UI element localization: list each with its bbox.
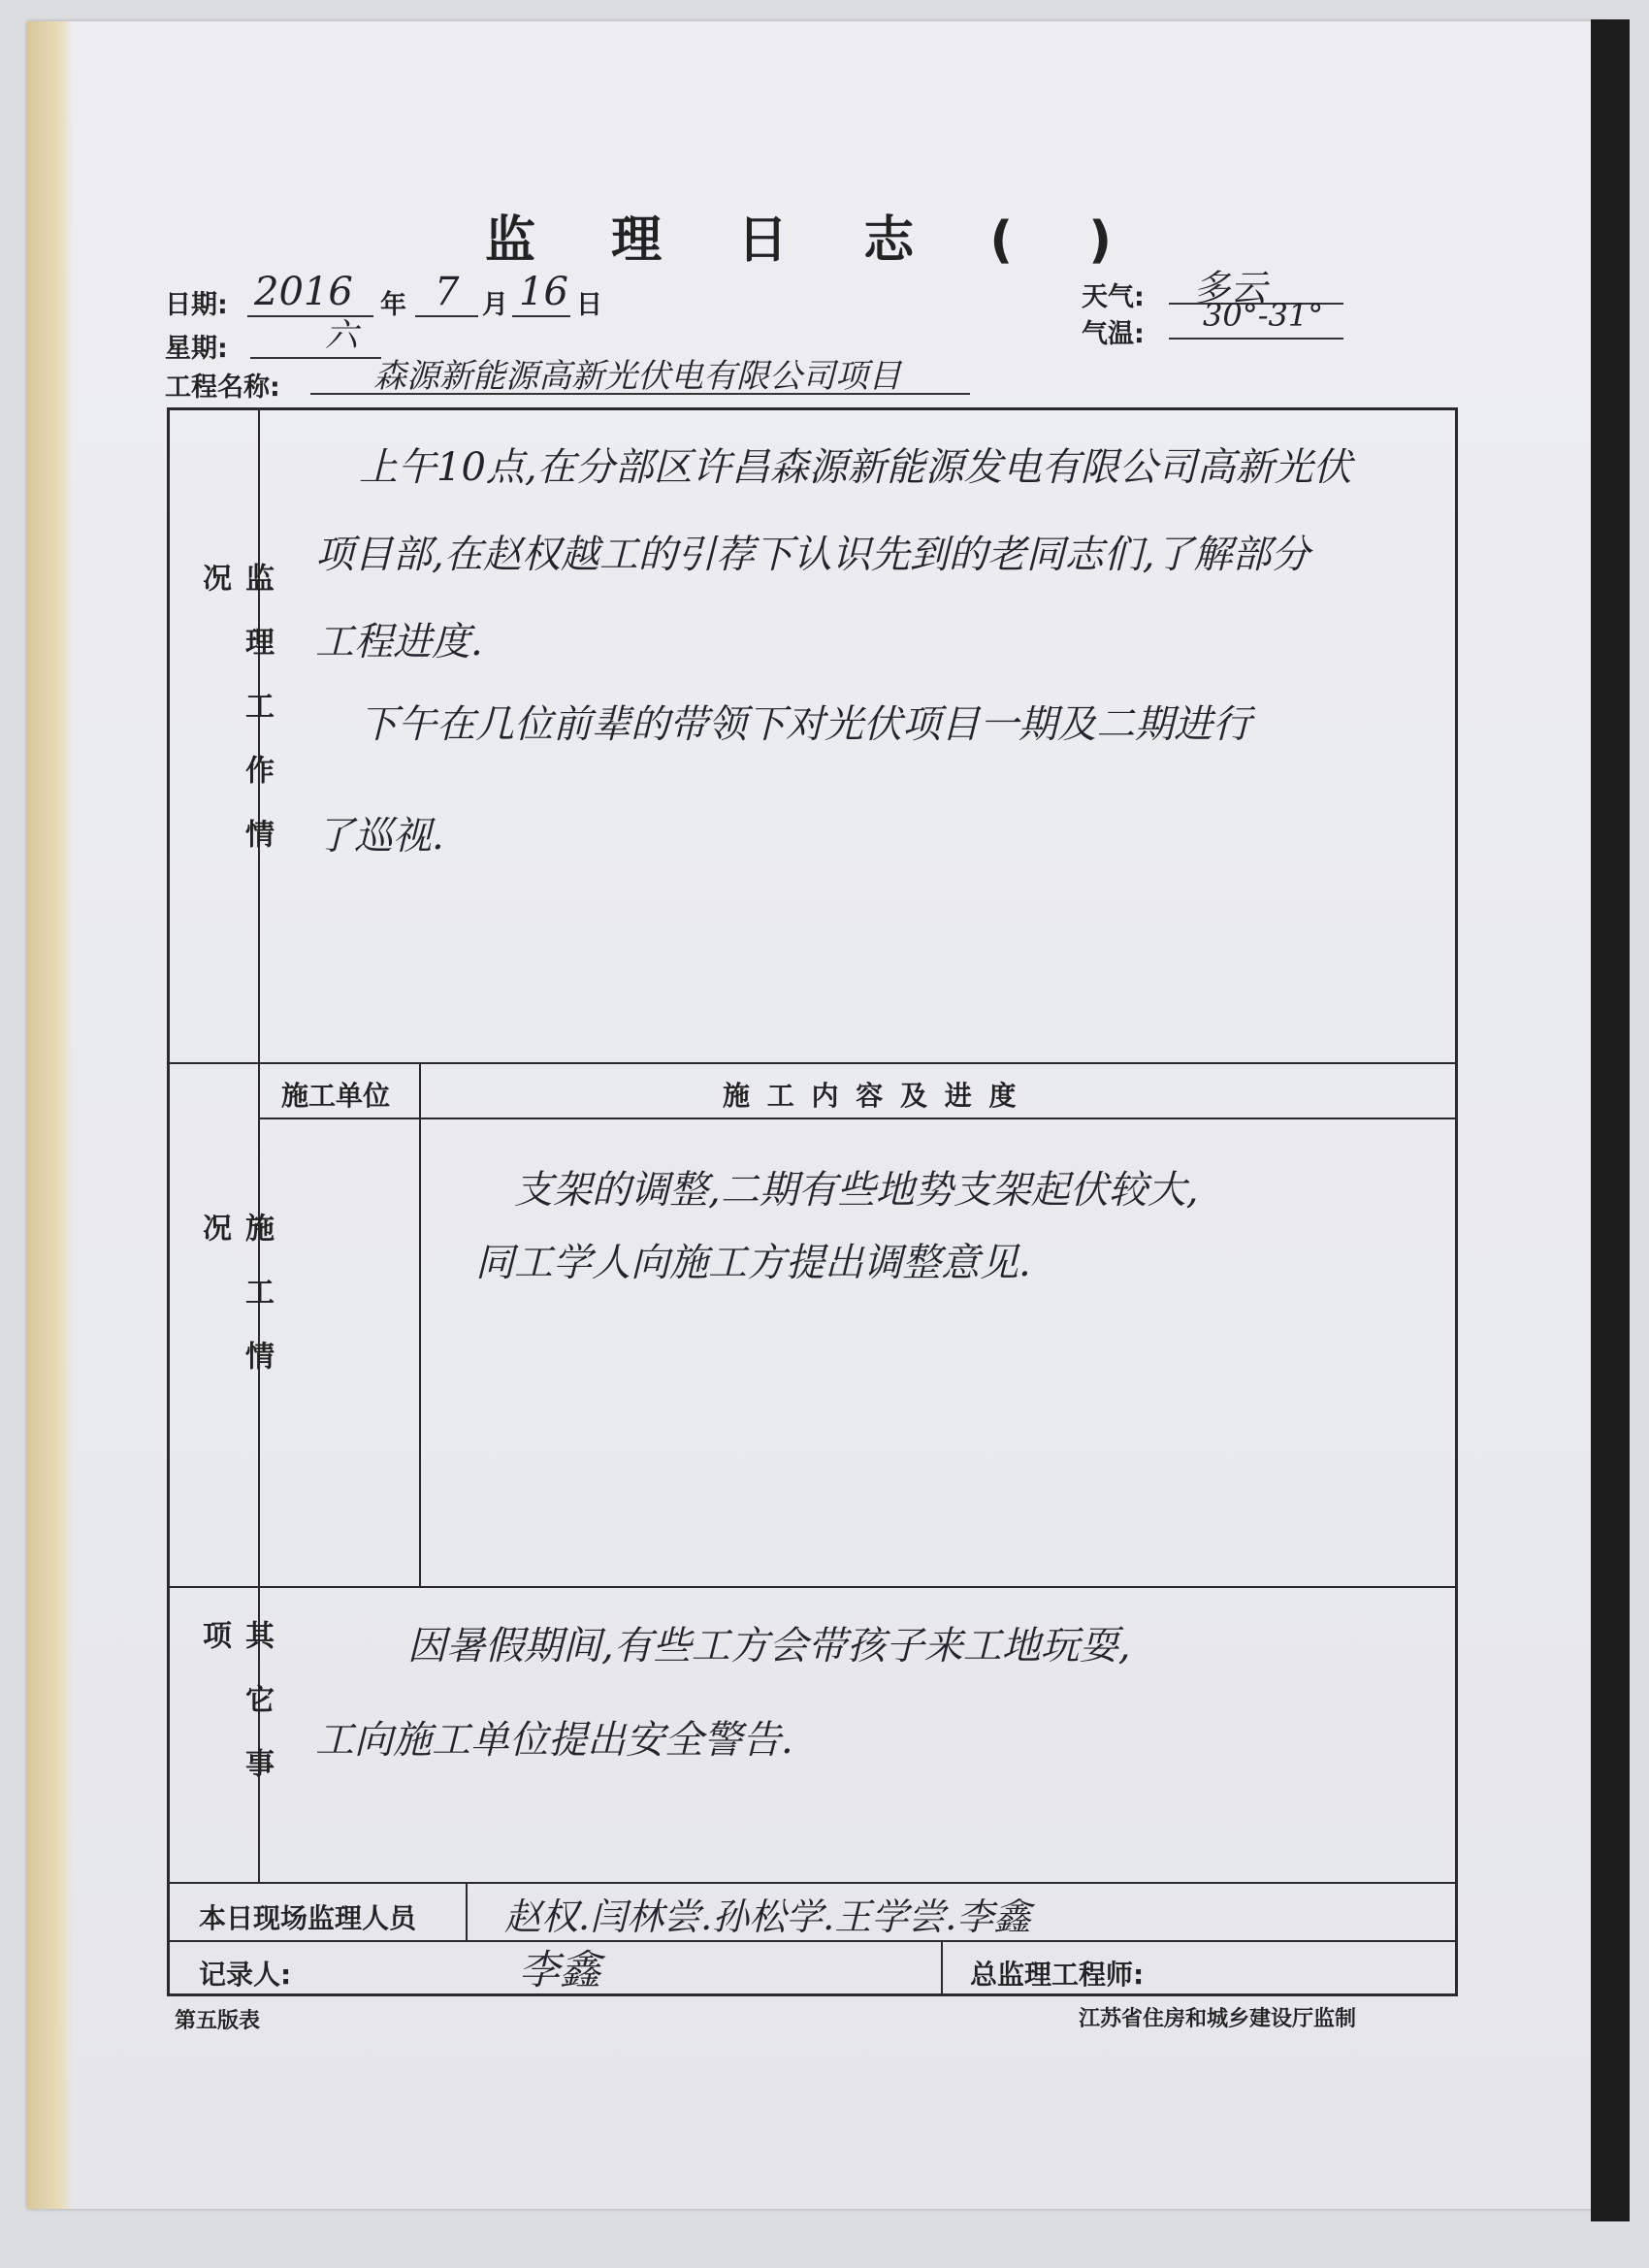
staff-label: 本日现场监理人员 — [199, 1902, 417, 1934]
chief-engineer-label: 总监理工程师: — [970, 1959, 1145, 1991]
sheet-binding-edge — [27, 21, 74, 2209]
recorder-divider — [941, 1940, 943, 1993]
weekday-label: 星期: — [165, 334, 228, 364]
recorder-name: 李鑫 — [519, 1946, 601, 1993]
page-title: 监 理 日 志 ( ) — [485, 211, 1142, 270]
row-divider-staff — [167, 1940, 1455, 1942]
edition-label: 第五版表 — [175, 2009, 261, 2033]
weekday-value: 六 — [325, 316, 358, 355]
other-line-2: 工向施工单位提出安全警告. — [315, 1718, 793, 1763]
other-section-label: 其它事项 — [197, 1620, 274, 1812]
date-month-unit: 月 — [482, 290, 508, 320]
date-year: 2016 — [254, 270, 353, 314]
date-day-underline — [512, 315, 570, 317]
temp-value: 30°-31° — [1203, 297, 1324, 334]
construction-line-1: 支架的调整,二期有些地势支架起伏较大, — [514, 1168, 1199, 1213]
construction-col-unit: 施工单位 — [281, 1080, 391, 1112]
construction-header-divider — [258, 1118, 1455, 1119]
temp-label: 气温: — [1082, 319, 1145, 349]
temp-underline — [1169, 338, 1343, 340]
row-divider-construction — [167, 1586, 1455, 1588]
date-year-unit: 年 — [380, 290, 406, 320]
work-line-5: 了巡视. — [315, 814, 444, 859]
row-divider-work — [167, 1062, 1455, 1064]
date-label: 日期: — [165, 290, 228, 320]
staff-names: 赵权.闫林尝.孙松学.王学尝.李鑫 — [504, 1895, 1031, 1938]
weekday-underline — [250, 357, 381, 359]
weather-label: 天气: — [1082, 282, 1145, 312]
scanner-edge — [1591, 19, 1630, 2221]
staff-label-divider — [466, 1882, 468, 1940]
recorder-label: 记录人: — [199, 1959, 292, 1991]
construction-col-content: 施 工 内 容 及 进 度 — [723, 1080, 1020, 1112]
work-section-label: 监理工作情况 — [197, 563, 274, 883]
date-month: 7 — [435, 270, 460, 314]
project-label: 工程名称: — [165, 373, 280, 403]
work-line-2: 项目部,在赵权越工的引荐下认识先到的老同志们,了解部分 — [315, 533, 1310, 577]
weather-value: 多云 — [1193, 267, 1268, 309]
construction-line-2: 同工学人向施工方提出调整意见. — [475, 1241, 1031, 1285]
construction-column-divider — [419, 1062, 421, 1586]
date-day-unit: 日 — [576, 290, 602, 320]
row-divider-other — [167, 1882, 1455, 1884]
date-month-underline — [415, 315, 478, 317]
project-underline — [310, 393, 970, 395]
project-name: 森源新能源高新光伏电有限公司项目 — [373, 357, 901, 396]
date-day: 16 — [519, 270, 568, 314]
issuer-label: 江苏省住房和城乡建设厅监制 — [1079, 2007, 1357, 2031]
construction-section-label: 施工情况 — [197, 1213, 274, 1405]
work-line-3: 工程进度. — [315, 620, 483, 664]
other-line-1: 因暑假期间,有些工方会带孩子来工地玩耍, — [407, 1624, 1131, 1669]
work-line-1: 上午10点,在分部区许昌森源新能源发电有限公司高新光伏 — [359, 445, 1352, 490]
work-line-4: 下午在几位前辈的带领下对光伏项目一期及二期进行 — [359, 702, 1251, 747]
